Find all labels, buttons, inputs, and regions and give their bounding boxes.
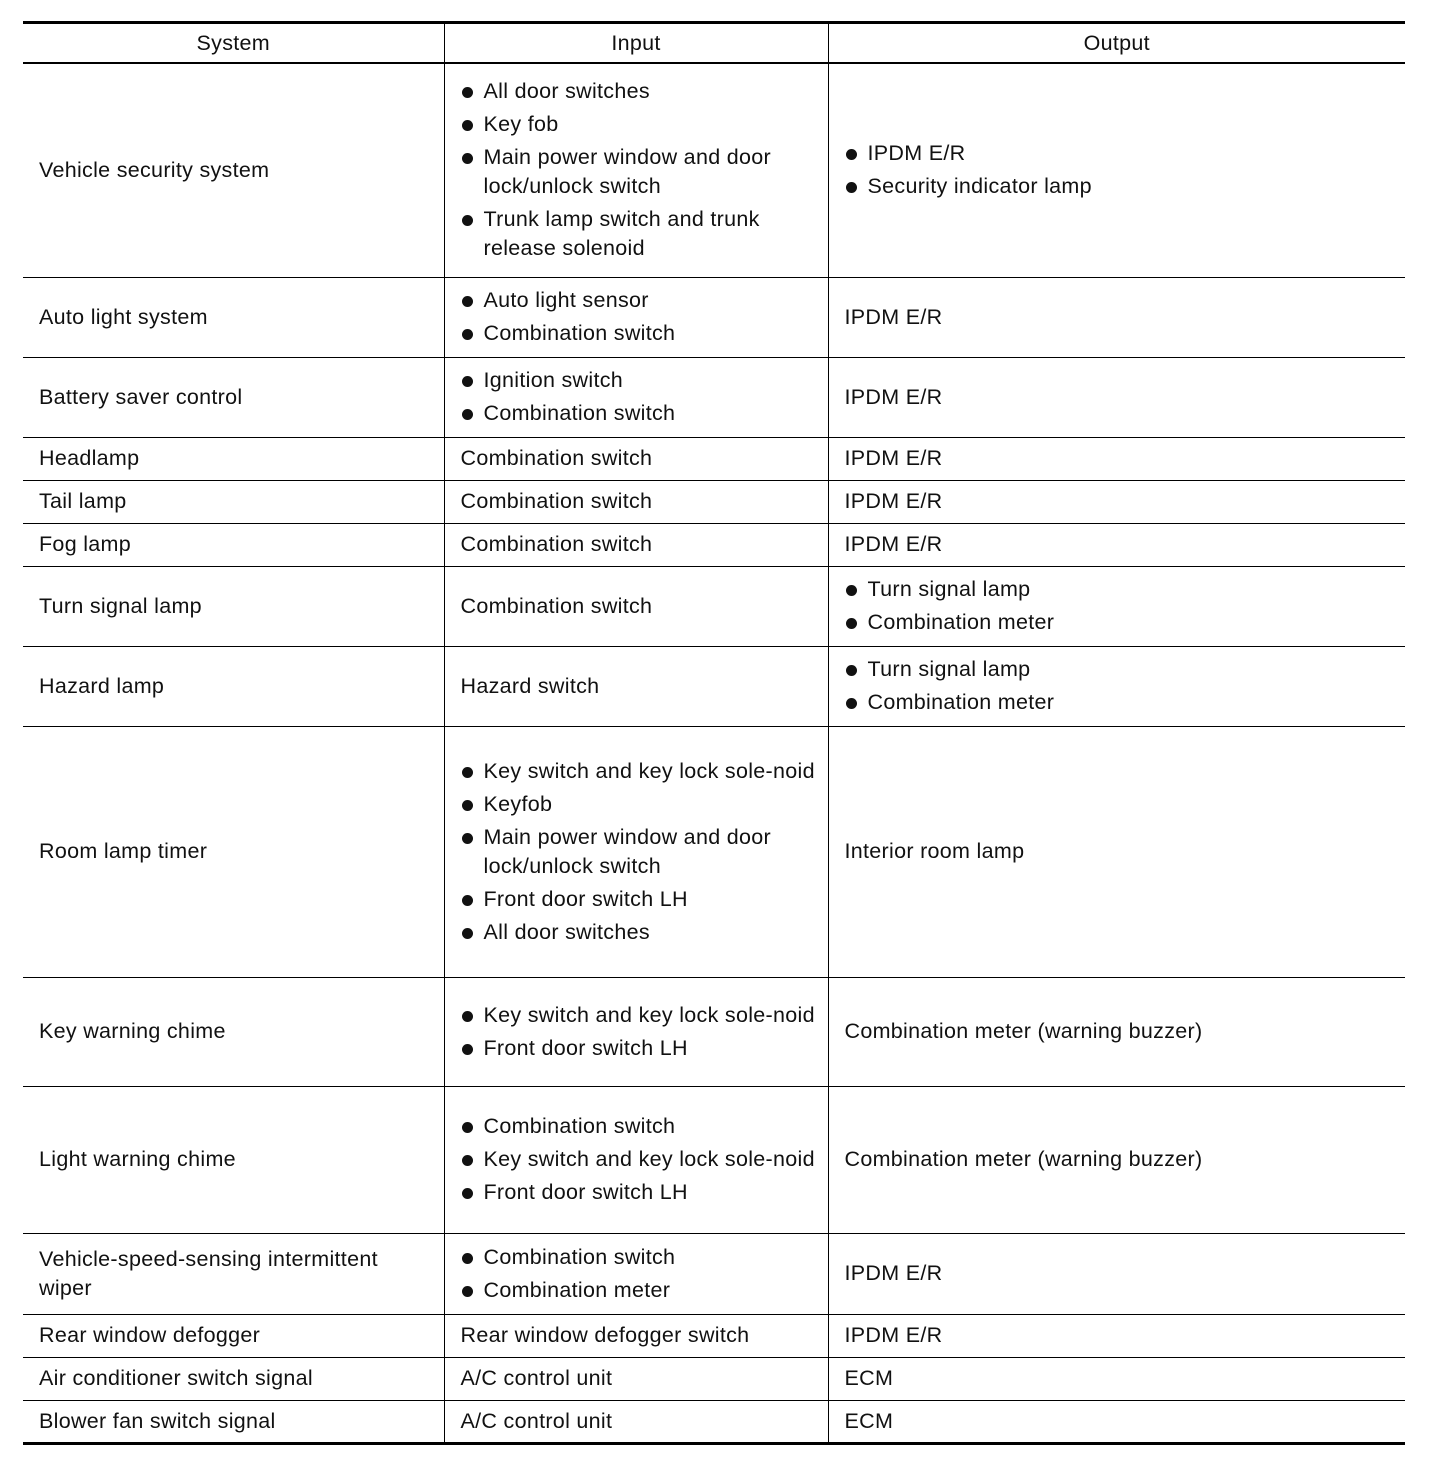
bullet-icon [846, 618, 857, 629]
bullet-icon [462, 376, 473, 387]
list-item-text: Key fob [483, 112, 559, 137]
bullet-icon [462, 409, 473, 420]
output-cell [828, 437, 1405, 480]
system-text: Vehicle security system [39, 157, 270, 182]
output-text: ECM [844, 1366, 894, 1390]
output-text: IPDM E/R [844, 446, 943, 470]
output-text: ECM [844, 1408, 894, 1433]
list-item-text: Combination meter [867, 610, 1055, 634]
input-cell [444, 1357, 828, 1400]
output-cell [828, 977, 1405, 1086]
input-text: A/C control unit [460, 1366, 613, 1390]
list-item-text: Combination meter [867, 690, 1055, 714]
list-item-text: Front door switch LH [483, 886, 688, 911]
table-row [23, 437, 1405, 480]
bullet-icon [462, 296, 473, 307]
list-item [461, 1243, 816, 1272]
header-input: Input [444, 23, 828, 64]
list-item-text: All door switches [483, 919, 650, 944]
system-cell [23, 1400, 444, 1443]
input-text: Combination switch [460, 489, 653, 513]
input-list [461, 366, 816, 428]
list-item-text: Front door switch LH [483, 1035, 688, 1060]
list-item [461, 399, 816, 428]
table-row [23, 1357, 1405, 1400]
output-list [845, 655, 1394, 717]
output-text: IPDM E/R [844, 532, 943, 556]
system-cell [23, 277, 444, 357]
list-item [845, 655, 1394, 684]
table-row [23, 566, 1405, 646]
input-cell [444, 437, 828, 480]
list-item [461, 823, 816, 881]
input-cell [444, 566, 828, 646]
output-cell [828, 357, 1405, 437]
input-cell [444, 646, 828, 726]
table-row [23, 726, 1405, 977]
table-row [23, 1233, 1405, 1314]
output-cell [828, 1400, 1405, 1443]
list-item-text: Main power window and door lock/unlock switch [483, 145, 771, 199]
list-item [461, 77, 816, 106]
list-item [461, 286, 816, 315]
input-list [461, 77, 816, 263]
input-cell [444, 277, 828, 357]
system-text: Air conditioner switch signal [39, 1366, 313, 1390]
input-text: Combination switch [460, 446, 653, 470]
list-item-text: Keyfob [483, 791, 553, 816]
output-text: Interior room lamp [844, 839, 1025, 863]
list-item [845, 575, 1394, 604]
header-system: System [23, 23, 444, 64]
bullet-icon [462, 1253, 473, 1264]
list-item-text: Key switch and key lock sole-noid [483, 1002, 815, 1027]
bullet-icon [846, 665, 857, 676]
list-item-text: Turn signal lamp [867, 577, 1031, 601]
system-cell [23, 480, 444, 523]
system-text: Rear window defogger [39, 1323, 261, 1347]
input-list [461, 1001, 816, 1063]
system-cell [23, 357, 444, 437]
list-item [461, 1001, 816, 1030]
bullet-icon [462, 329, 473, 340]
system-cell [23, 1233, 444, 1314]
bullet-icon [462, 120, 473, 131]
list-item-text: Main power window and door lock/unlock switch [483, 824, 771, 878]
system-cell [23, 566, 444, 646]
table-row [23, 523, 1405, 566]
list-item-text: All door switches [483, 79, 650, 104]
bullet-icon [462, 1286, 473, 1297]
system-text: Vehicle-speed-sensing intermittent wiper [39, 1246, 378, 1300]
bullet-icon [846, 149, 857, 160]
input-cell [444, 523, 828, 566]
list-item [845, 139, 1394, 168]
list-item-text: Trunk lamp switch and trunk release solenoid [483, 207, 760, 261]
system-text: Fog lamp [39, 532, 132, 556]
system-io-table [23, 21, 1405, 1445]
system-cell [23, 646, 444, 726]
output-cell [828, 63, 1405, 277]
bullet-icon [462, 895, 473, 906]
input-cell [444, 1314, 828, 1357]
list-item [461, 1112, 816, 1141]
system-text: Blower fan switch signal [39, 1408, 276, 1433]
bullet-icon [462, 87, 473, 98]
list-item-text: Combination switch [483, 321, 676, 345]
output-list [845, 139, 1394, 201]
list-item-text: Combination meter [483, 1277, 671, 1302]
output-cell [828, 566, 1405, 646]
input-cell [444, 480, 828, 523]
bullet-icon [462, 1122, 473, 1133]
list-item-text: Combination switch [483, 1244, 676, 1269]
list-item-text: Ignition switch [483, 368, 624, 392]
input-cell [444, 977, 828, 1086]
system-text: Auto light system [39, 304, 208, 329]
list-item-text: Turn signal lamp [867, 657, 1031, 681]
list-item [461, 143, 816, 201]
input-cell [444, 357, 828, 437]
output-cell [828, 726, 1405, 977]
list-item [461, 790, 816, 819]
output-text: Combination meter (warning buzzer) [844, 1019, 1203, 1043]
system-text: Tail lamp [39, 489, 127, 513]
input-cell [444, 1400, 828, 1443]
input-text: Combination switch [460, 593, 653, 618]
output-text: IPDM E/R [844, 304, 943, 329]
system-cell [23, 437, 444, 480]
input-cell [444, 1086, 828, 1233]
input-text: A/C control unit [460, 1408, 613, 1433]
list-item [461, 110, 816, 139]
system-cell [23, 726, 444, 977]
system-text: Turn signal lamp [39, 593, 202, 618]
list-item-text: Combination switch [483, 1114, 676, 1138]
bullet-icon [846, 182, 857, 193]
output-cell [828, 1086, 1405, 1233]
input-cell [444, 1233, 828, 1314]
bullet-icon [462, 1044, 473, 1055]
output-text: IPDM E/R [844, 489, 943, 513]
list-item [845, 608, 1394, 637]
system-text: Hazard lamp [39, 673, 165, 698]
input-text: Combination switch [460, 532, 653, 556]
bullet-icon [846, 698, 857, 709]
bullet-icon [462, 800, 473, 811]
list-item [461, 205, 816, 263]
output-cell [828, 1314, 1405, 1357]
output-cell [828, 523, 1405, 566]
bullet-icon [846, 585, 857, 596]
list-item [461, 319, 816, 348]
list-item-text: Front door switch LH [483, 1180, 688, 1204]
output-text: IPDM E/R [844, 384, 943, 409]
output-list [845, 575, 1394, 637]
table-row [23, 1314, 1405, 1357]
input-text: Rear window defogger switch [460, 1323, 750, 1347]
output-cell [828, 646, 1405, 726]
table-row [23, 63, 1405, 277]
system-cell [23, 523, 444, 566]
table-row [23, 277, 1405, 357]
table-row [23, 1400, 1405, 1443]
bullet-icon [462, 928, 473, 939]
input-cell [444, 726, 828, 977]
list-item [461, 1178, 816, 1207]
table-row [23, 480, 1405, 523]
list-item [461, 1034, 816, 1063]
bullet-icon [462, 767, 473, 778]
list-item [461, 885, 816, 914]
list-item [461, 1276, 816, 1305]
output-cell [828, 277, 1405, 357]
system-cell [23, 63, 444, 277]
bullet-icon [462, 215, 473, 226]
input-cell [444, 63, 828, 277]
system-text: Key warning chime [39, 1019, 226, 1043]
header-output: Output [828, 23, 1405, 64]
input-list [461, 1243, 816, 1305]
list-item-text: IPDM E/R [867, 141, 966, 166]
table-row [23, 646, 1405, 726]
table-row [23, 1086, 1405, 1233]
list-item [845, 172, 1394, 201]
table-header [23, 23, 1405, 64]
output-text: IPDM E/R [844, 1323, 943, 1347]
bullet-icon [462, 833, 473, 844]
list-item [461, 1145, 816, 1174]
system-text: Battery saver control [39, 384, 243, 409]
list-item-text: Security indicator lamp [867, 174, 1092, 199]
bullet-icon [462, 1155, 473, 1166]
output-cell [828, 1233, 1405, 1314]
output-text: IPDM E/R [844, 1261, 943, 1285]
list-item [845, 688, 1394, 717]
system-text: Headlamp [39, 446, 140, 470]
system-text: Room lamp timer [39, 839, 208, 863]
input-text: Hazard switch [460, 673, 600, 698]
table-row [23, 357, 1405, 437]
list-item [461, 918, 816, 947]
list-item-text: Auto light sensor [483, 288, 649, 312]
input-list [461, 286, 816, 348]
list-item [461, 366, 816, 395]
bullet-icon [462, 1011, 473, 1022]
list-item-text: Combination switch [483, 401, 676, 425]
list-item-text: Key switch and key lock sole-noid [483, 1147, 815, 1171]
list-item-text: Key switch and key lock sole-noid [483, 758, 815, 783]
output-text: Combination meter (warning buzzer) [844, 1147, 1203, 1171]
input-list [461, 1112, 816, 1207]
system-text: Light warning chime [39, 1147, 236, 1171]
system-cell [23, 1357, 444, 1400]
bullet-icon [462, 1188, 473, 1199]
system-cell [23, 1086, 444, 1233]
output-cell [828, 1357, 1405, 1400]
bullet-icon [462, 153, 473, 164]
system-cell [23, 977, 444, 1086]
input-list [461, 757, 816, 947]
table-row [23, 977, 1405, 1086]
output-cell [828, 480, 1405, 523]
system-cell [23, 1314, 444, 1357]
header-row [23, 23, 1405, 64]
list-item [461, 757, 816, 786]
table-body [23, 63, 1405, 1443]
